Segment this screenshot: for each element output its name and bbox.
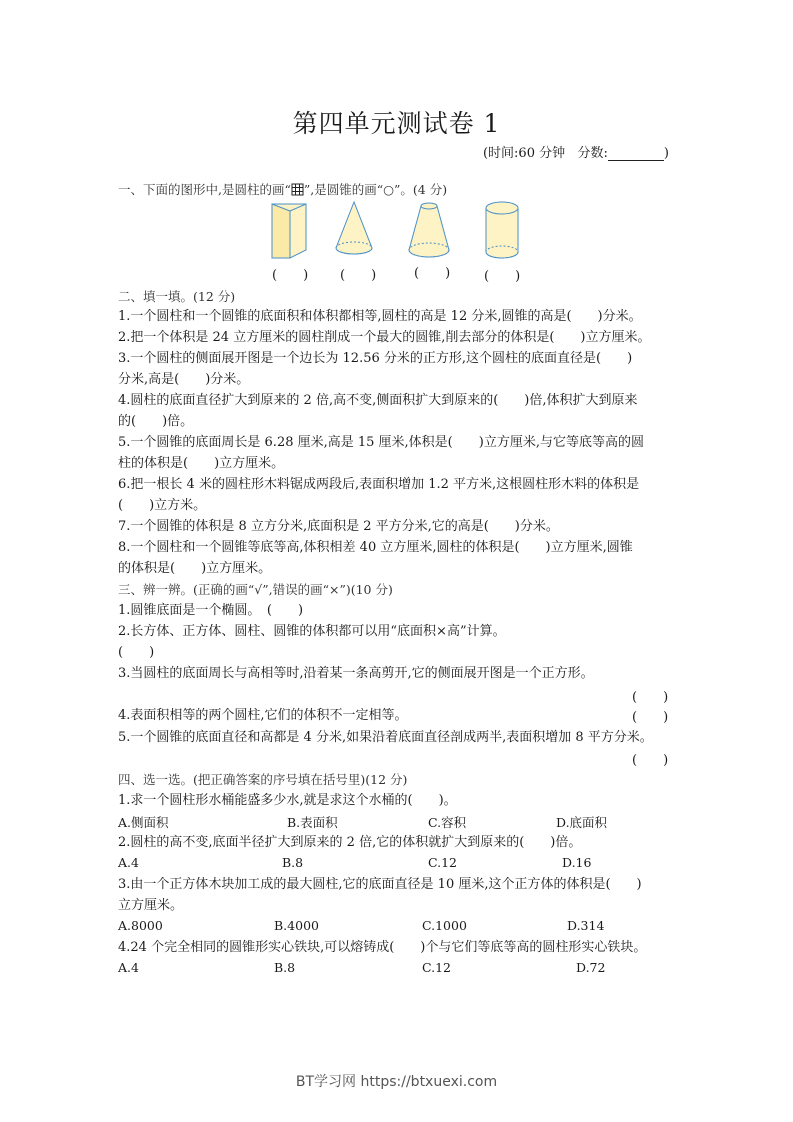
option-a[interactable]: A.侧面积	[118, 815, 169, 830]
judge-line: 3.当圆柱的底面周长与高相等时,沿着某一条高剪开,它的侧面展开图是一个正方形。	[118, 666, 594, 681]
fill-line: 的体积是( )立方厘米。	[118, 561, 272, 576]
judge-paren-3[interactable]: ( )	[632, 690, 669, 705]
judge-line: 2.长方体、正方体、圆柱、圆锥的体积都可以用“底面积×高”计算。	[118, 624, 506, 639]
time-label: (时间:60 分钟	[482, 146, 566, 161]
fill-line: 5.一个圆锥的底面周长是 6.28 厘米,高是 15 厘米,体积是( )立方厘米,与它等底等高的圆	[118, 435, 644, 450]
choice-question-cont: 立方厘米。	[118, 898, 184, 913]
answer-paren-4[interactable]: ( )	[484, 269, 521, 284]
judge-line: 4.表面积相等的两个圆柱,它们的体积不一定相等。	[118, 708, 408, 723]
answer-paren-1[interactable]: ( )	[272, 268, 309, 283]
judge-paren-4[interactable]: ( )	[632, 710, 669, 725]
fill-line: 2.把一个体积是 24 立方厘米的圆柱削成一个最大的圆锥,削去部分的体积是( )立方厘米。	[118, 330, 651, 345]
option-c[interactable]: C.1000	[422, 918, 467, 933]
fill-line: 的( )倍。	[118, 414, 194, 429]
option-b[interactable]: B.表面积	[287, 815, 338, 830]
answer-paren-3[interactable]: ( )	[414, 266, 451, 281]
time-score-line	[483, 142, 669, 161]
section4-heading: 四、选一选。(把正确答案的序号填在括号里)(12 分)	[118, 772, 408, 787]
choice-question: 3.由一个正方体木块加工成的最大圆柱,它的底面直径是 10 厘米,这个正方体的体积是( )	[118, 877, 642, 892]
option-a[interactable]: A.4	[118, 960, 139, 975]
fill-line: 1.一个圆柱和一个圆锥的底面积和体积都相等,圆柱的高是 12 分米,圆锥的高是( )分米。	[118, 309, 642, 324]
judge-line: 1.圆锥底面是一个椭圆。 ( )	[118, 603, 304, 618]
footer-watermark: BT学习网 https://btxuexi.com	[295, 1074, 498, 1090]
cylinder-mark-icon	[291, 183, 304, 196]
judge-paren-5[interactable]: ( )	[632, 753, 669, 768]
option-b[interactable]: B.8	[274, 960, 296, 975]
fill-line: 7.一个圆锥的体积是 8 立方分米,底面积是 2 平方分米,它的高是( )分米。	[118, 519, 559, 534]
option-b[interactable]: B.4000	[274, 918, 319, 933]
fill-line: 3.一个圆柱的侧面展开图是一个边长为 12.56 分米的正方形,这个圆柱的底面直径是( )	[118, 351, 633, 366]
option-c[interactable]: C.容积	[428, 815, 467, 830]
judge-line: 5.一个圆锥的底面直径和高都是 4 分米,如果沿着底面直径剖成两半,表面积增加 8 平方分米。	[118, 730, 653, 745]
page-title: 第四单元测试卷 1	[292, 109, 501, 138]
option-d[interactable]: D.底面积	[556, 815, 608, 830]
option-a[interactable]: A.8000	[118, 918, 163, 933]
section3-heading: 三、辨一辨。(正确的画“√”,错误的画“×”)(10 分)	[118, 582, 393, 597]
option-d[interactable]: D.72	[576, 960, 606, 975]
option-d[interactable]: D.314	[567, 918, 605, 933]
section2-heading: 二、填一填。(12 分)	[118, 289, 236, 304]
section1-heading: 一、下面的图形中,是圆柱的画“ ”,是圆锥的画“○”。(4 分)	[118, 182, 448, 197]
triangular-prism-shape	[272, 204, 306, 258]
fill-line: 柱的体积是( )立方厘米。	[118, 456, 285, 471]
choice-question: 2.圆柱的高不变,底面半径扩大到原来的 2 倍,它的体积就扩大到原来的( )倍。	[118, 835, 582, 850]
answer-paren-2[interactable]: ( )	[340, 268, 377, 283]
option-c[interactable]: C.12	[422, 960, 451, 975]
option-b[interactable]: B.8	[282, 855, 304, 870]
option-d[interactable]: D.16	[562, 855, 592, 870]
fill-line: 4.圆柱的底面直径扩大到原来的 2 倍,高不变,侧面积扩大到原来的( )倍,体积扩大到原来	[118, 393, 638, 408]
fill-line: 分米,高是( )分米。	[118, 372, 250, 387]
fill-line: 6.把一根长 4 米的圆柱形木料锯成两段后,表面积增加 1.2 平方米,这根圆柱形木料的体积是	[118, 477, 640, 492]
cylinder-shape	[486, 202, 518, 258]
shapes-figure	[266, 198, 536, 268]
option-a[interactable]: A.4	[118, 855, 139, 870]
cone-shape	[336, 202, 372, 254]
judge-line: ( )	[118, 645, 155, 660]
score-close: )	[663, 146, 669, 161]
frustum-shape	[409, 203, 449, 257]
choice-question: 4.24 个完全相同的圆锥形实心铁块,可以熔铸成( )个与它们等底等高的圆柱形实心铁块。	[118, 940, 647, 955]
fill-line: ( )立方米。	[118, 498, 207, 513]
choice-question: 1.求一个圆柱形水桶能盛多少水,就是求这个水桶的( )。	[118, 793, 457, 808]
score-blank	[608, 146, 664, 161]
score-label: 分数:	[577, 146, 608, 161]
fill-line: 8.一个圆柱和一个圆锥等底等高,体积相差 40 立方厘米,圆柱的体积是( )立方厘米,圆锥	[118, 540, 633, 555]
option-c[interactable]: C.12	[428, 855, 457, 870]
